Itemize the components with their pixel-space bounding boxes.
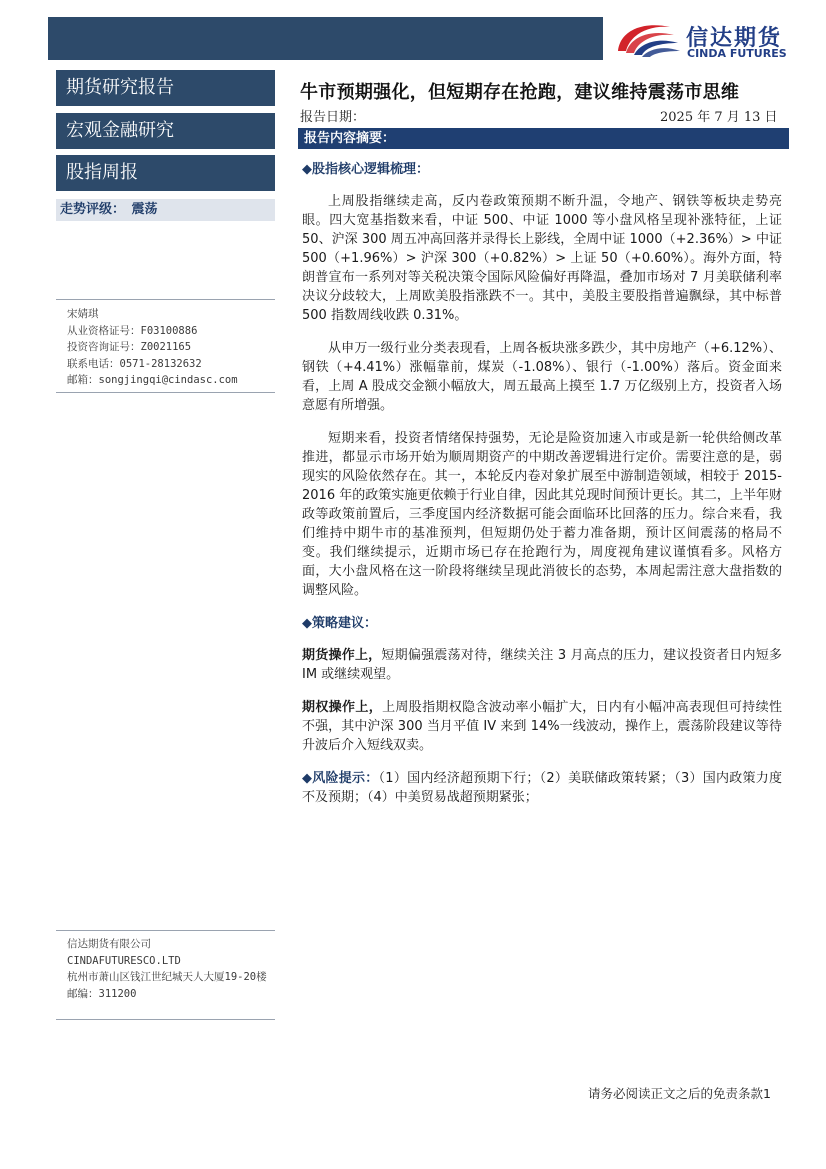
paragraph-risk-warning [302, 769, 782, 807]
risk-text: （1）国内经济超预期下行；（2）美联储政策转紧；（3）国内政策力度不及预期；（4）中美贸易战超预期紧张； [302, 771, 782, 805]
cinda-futures-logo [612, 17, 812, 63]
company-name: 信达期货有限公司 [67, 938, 151, 950]
company-divider-bottom [56, 1019, 275, 1020]
section-heading-strategy: ◆策略建议： [302, 616, 378, 631]
diamond-bullet-icon: ◆ [302, 616, 312, 631]
report-title: 牛市预期强化，但短期存在抢跑，建议维持震荡市思维 [300, 82, 740, 103]
analyst-license: 从业资格证号：F03100886 [67, 324, 198, 337]
logo-emblem-icon [612, 17, 682, 63]
company-address: 杭州市萧山区钱江世纪城天人大厦19-20楼 [67, 971, 267, 983]
logo-text-en: CINDA FUTURES [687, 47, 787, 60]
paragraph-outlook: 短期来看，投资者情绪保持强势，无论是险资加速入市或是新一轮供给侧改革推进，都显示市场开始为顺周期资产的中期改善逻辑进行定价。需要注意的是，弱现实的风险依然存在。其一，本轮反内卷对象扩展至中游制造领域，相较于 2015-2016 年的政策实施更依赖于行业自律，因此其兑现时间预计更长。其二，上半年财政等政策前置后，三季度国内经济数据可能会面临环比回落的压力。综合来看，我们维持中期牛市的基准预判，但短期仍处于蓄力准备期，预计区间震荡的格局不变。我们继续提示，近期市场已存在抢跑行为，周度视角建议谨慎看多。风格方面，大小盘风格在这一阶段将继续呈现此消彼长的态势，本周起需注意大盘指数的调整风险。 [302, 431, 782, 598]
analyst-divider-top [56, 299, 275, 300]
report-body [302, 160, 782, 807]
sidebar-report-category: 股指周报 [56, 155, 275, 191]
header-band [48, 17, 603, 60]
analyst-info [67, 306, 238, 389]
paragraph-options-strategy [302, 698, 782, 755]
summary-header-bar: 报告内容摘要： [298, 128, 789, 149]
section-heading-logic: ◆股指核心逻辑梳理： [302, 162, 430, 177]
futures-strategy-lead: 期货操作上， [302, 648, 382, 663]
analyst-divider-bottom [56, 392, 275, 393]
diamond-bullet-icon: ◆ [302, 162, 312, 177]
analyst-consult-license: 投资咨询证号：Z0021165 [67, 341, 192, 353]
company-postcode: 邮编：311200 [67, 987, 137, 1000]
paragraph-sector-review: 从申万一级行业分类表现看，上周各板块涨多跌少，其中房地产（+6.12%）、钢铁（+4.41%）涨幅靠前，煤炭（-1.08%）、银行（-1.00%）落后。资金面来看，上周 A 股成交金额小幅放大，周五最高上摸至 1.7 万亿级别上方，投资者入场意愿有所增强。 [302, 341, 782, 413]
report-date-label: 报告日期： [300, 110, 366, 125]
disclaimer-footer: 请务必阅读正文之后的免责条款1 [588, 1086, 771, 1101]
analyst-name: 宋婧琪 [67, 308, 99, 320]
company-info [67, 936, 272, 1002]
risk-heading: ◆风险提示： [302, 771, 379, 786]
company-name-en: CINDAFUTURESCO.LTD [67, 954, 181, 967]
sidebar-report-type: 期货研究报告 [56, 70, 275, 106]
diamond-bullet-icon: ◆ [302, 771, 313, 786]
analyst-phone: 联系电话：0571-28132632 [67, 357, 202, 370]
sidebar-research-area: 宏观金融研究 [56, 113, 275, 149]
options-strategy-text: 上周股指期权隐含波动率小幅扩大，日内有小幅冲高表现但可持续性不强，其中沪深 300 当月平值 IV 来到 14%一线波动，操作上，震荡阶段建议等待升波后介入短线双卖。 [302, 700, 782, 753]
analyst-email[interactable]: 邮箱：songjingqi@cindasc.com [67, 374, 238, 386]
paragraph-futures-strategy [302, 646, 782, 684]
company-divider-top [56, 930, 275, 931]
report-date: 2025 年 7 月 13 日 [660, 110, 778, 125]
trend-rating: 走势评级： 震荡 [56, 199, 275, 221]
futures-strategy-text: 短期偏强震荡对待，继续关注 3 月高点的压力，建议投资者日内短多 IM 或继续观望。 [302, 648, 782, 682]
options-strategy-lead: 期权操作上， [302, 700, 383, 715]
logo-text-cn: 信达期货 [686, 26, 783, 51]
paragraph-market-review: 上周股指继续走高，反内卷政策预期不断升温，令地产、钢铁等板块走势亮眼。四大宽基指数来看，中证 500、中证 1000 等小盘风格呈现补涨特征，上证 50、沪深 300 周五冲高回落并录得长上影线，全周中证 1000（+2.36%）> 中证 500（+1.96%）> 沪深 300（+0.82%）> 上证 50（+0.60%）。海外方面，特朗普宣布一系列对等关税决策令国际风险偏好再降温，叠加市场对 7 月美联储利率决议分歧较大，上周欧美股指涨跌不一。其中，美股主要股指普遍飘绿，其中标普 500 指数周线收跌 0.31%。 [302, 194, 782, 323]
